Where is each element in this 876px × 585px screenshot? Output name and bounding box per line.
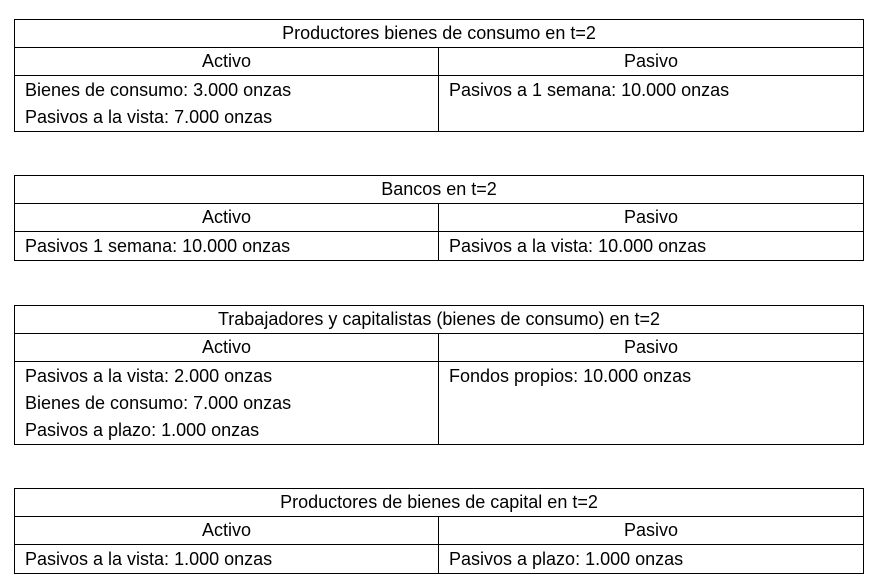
activo-header: Activo: [15, 334, 439, 362]
pasivo-cell: [439, 76, 864, 132]
pasivo-header: Pasivo: [439, 48, 864, 76]
activo-item: Bienes de consumo: 3.000 onzas: [25, 80, 292, 100]
pasivo-header: Pasivo: [439, 334, 864, 362]
activo-item: Pasivos a plazo: 1.000 onzas: [25, 420, 260, 440]
activo-cell: [15, 232, 439, 261]
activo-item: Pasivos 1 semana: 10.000 onzas: [25, 236, 291, 256]
activo-item: Pasivos a la vista: 1.000 onzas: [25, 549, 273, 569]
activo-header: Activo: [15, 204, 439, 232]
pasivo-cell: [439, 545, 864, 574]
activo-cell: [15, 362, 439, 445]
balance-table-trabajadores-capitalistas: [14, 305, 864, 445]
pasivo-item: Pasivos a la vista: 10.000 onzas: [449, 236, 707, 256]
pasivo-header: Pasivo: [439, 517, 864, 545]
table-title: Productores bienes de consumo en t=2: [15, 20, 864, 48]
balance-table-productores-consumo: [14, 19, 864, 132]
table-title: Productores de bienes de capital en t=2: [15, 489, 864, 517]
activo-cell: [15, 545, 439, 574]
activo-item: Pasivos a la vista: 7.000 onzas: [25, 107, 273, 127]
activo-header: Activo: [15, 48, 439, 76]
activo-header: Activo: [15, 517, 439, 545]
pasivo-item: Pasivos a plazo: 1.000 onzas: [449, 549, 684, 569]
balance-table-bancos: [14, 175, 864, 261]
pasivo-cell: [439, 362, 864, 445]
activo-item: Pasivos a la vista: 2.000 onzas: [25, 366, 273, 386]
activo-item: Bienes de consumo: 7.000 onzas: [25, 393, 292, 413]
table-title: Trabajadores y capitalistas (bienes de consumo) en t=2: [15, 306, 864, 334]
activo-cell: [15, 76, 439, 132]
pasivo-item: Fondos propios: 10.000 onzas: [449, 366, 692, 386]
pasivo-header: Pasivo: [439, 204, 864, 232]
balance-table-productores-capital: [14, 488, 864, 574]
pasivo-cell: [439, 232, 864, 261]
table-title: Bancos en t=2: [15, 176, 864, 204]
pasivo-item: Pasivos a 1 semana: 10.000 onzas: [449, 80, 730, 100]
